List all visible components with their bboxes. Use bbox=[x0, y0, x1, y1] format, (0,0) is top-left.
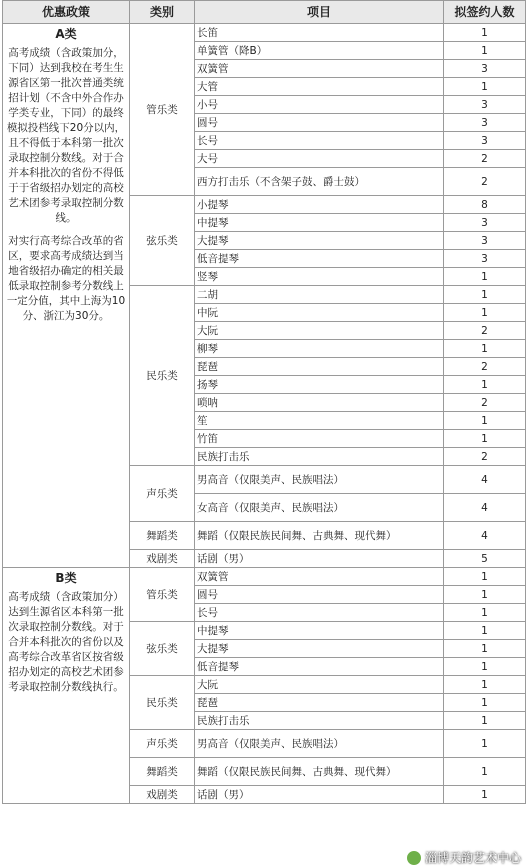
policy-title: B类 bbox=[55, 571, 77, 585]
header-policy: 优惠政策 bbox=[3, 1, 130, 24]
item-cell: 大阮 bbox=[195, 322, 444, 340]
item-cell: 小提琴 bbox=[195, 196, 444, 214]
policy-paragraph: 对实行高考综合改革的省区，要求高考成绩达到当地省级招办确定的相关最低录取控制参考分数线上一定分值，其中上海为10分、浙江为30分。 bbox=[6, 235, 126, 322]
item-cell: 女高音（仅限美声、民族唱法） bbox=[195, 494, 444, 522]
count-cell: 2 bbox=[444, 168, 526, 196]
item-cell: 低音提琴 bbox=[195, 250, 444, 268]
count-cell: 2 bbox=[444, 448, 526, 466]
item-cell: 竖琴 bbox=[195, 268, 444, 286]
item-cell: 单簧管（降B） bbox=[195, 42, 444, 60]
count-cell: 1 bbox=[444, 694, 526, 712]
item-cell: 琵琶 bbox=[195, 694, 444, 712]
category-cell: 声乐类 bbox=[130, 466, 195, 522]
count-cell: 2 bbox=[444, 322, 526, 340]
item-cell: 舞蹈（仅限民族民间舞、古典舞、现代舞） bbox=[195, 522, 444, 550]
count-cell: 1 bbox=[444, 304, 526, 322]
category-cell: 弦乐类 bbox=[130, 622, 195, 676]
item-cell: 大阮 bbox=[195, 676, 444, 694]
category-cell: 戏剧类 bbox=[130, 550, 195, 568]
count-cell: 1 bbox=[444, 412, 526, 430]
count-cell: 1 bbox=[444, 586, 526, 604]
count-cell: 1 bbox=[444, 786, 526, 804]
count-cell: 1 bbox=[444, 42, 526, 60]
category-cell: 弦乐类 bbox=[130, 196, 195, 286]
item-cell: 圆号 bbox=[195, 114, 444, 132]
count-cell: 1 bbox=[444, 568, 526, 586]
table-body bbox=[3, 24, 526, 804]
policy-description bbox=[6, 46, 126, 324]
count-cell: 4 bbox=[444, 494, 526, 522]
item-cell: 圆号 bbox=[195, 586, 444, 604]
category-cell: 管乐类 bbox=[130, 568, 195, 622]
category-cell: 戏剧类 bbox=[130, 786, 195, 804]
item-cell: 大管 bbox=[195, 78, 444, 96]
item-cell: 唢呐 bbox=[195, 394, 444, 412]
policy-paragraph: 高考成绩（含政策加分，下同）达到我校在考生生源省区第一批次普通类统招计划（不含中外合作办学类专业，下同）的最终模拟投档线下20分以内，且不得低于本科第一批次录取控制分数线。对于合并本科批次的省份不得低于于省级招办划定的高校艺术团参考录取控制分数线。 bbox=[6, 47, 126, 224]
count-cell: 1 bbox=[444, 268, 526, 286]
item-cell: 双簧管 bbox=[195, 568, 444, 586]
count-cell: 3 bbox=[444, 214, 526, 232]
count-cell: 1 bbox=[444, 286, 526, 304]
category-cell: 民乐类 bbox=[130, 286, 195, 466]
item-cell: 中阮 bbox=[195, 304, 444, 322]
category-cell: 民乐类 bbox=[130, 676, 195, 730]
count-cell: 4 bbox=[444, 466, 526, 494]
item-cell: 男高音（仅限美声、民族唱法） bbox=[195, 466, 444, 494]
item-cell: 笙 bbox=[195, 412, 444, 430]
count-cell: 5 bbox=[444, 550, 526, 568]
policy-cell bbox=[3, 568, 130, 804]
item-cell: 竹笛 bbox=[195, 430, 444, 448]
item-cell: 扬琴 bbox=[195, 376, 444, 394]
count-cell: 3 bbox=[444, 114, 526, 132]
watermark bbox=[406, 849, 521, 866]
item-cell: 话剧（男） bbox=[195, 786, 444, 804]
policy-description bbox=[6, 590, 126, 695]
item-cell: 长号 bbox=[195, 604, 444, 622]
count-cell: 1 bbox=[444, 758, 526, 786]
item-cell: 话剧（男） bbox=[195, 550, 444, 568]
item-cell: 长号 bbox=[195, 132, 444, 150]
item-cell: 民族打击乐 bbox=[195, 448, 444, 466]
item-cell: 长笛 bbox=[195, 24, 444, 42]
count-cell: 1 bbox=[444, 78, 526, 96]
category-cell: 舞蹈类 bbox=[130, 522, 195, 550]
count-cell: 3 bbox=[444, 132, 526, 150]
table-row bbox=[3, 568, 526, 586]
wechat-icon bbox=[406, 850, 422, 866]
count-cell: 2 bbox=[444, 358, 526, 376]
count-cell: 1 bbox=[444, 340, 526, 358]
policy-title: A类 bbox=[55, 27, 77, 41]
count-cell: 1 bbox=[444, 604, 526, 622]
count-cell: 1 bbox=[444, 376, 526, 394]
count-cell: 1 bbox=[444, 676, 526, 694]
count-cell: 2 bbox=[444, 150, 526, 168]
watermark-text: 淄博天韵艺术中心 bbox=[424, 851, 521, 865]
header-item: 项目 bbox=[195, 1, 444, 24]
header-count: 拟签约人数 bbox=[444, 1, 526, 24]
count-cell: 3 bbox=[444, 232, 526, 250]
policy-cell bbox=[3, 24, 130, 568]
item-cell: 大提琴 bbox=[195, 232, 444, 250]
category-cell: 管乐类 bbox=[130, 24, 195, 196]
item-cell: 民族打击乐 bbox=[195, 712, 444, 730]
count-cell: 8 bbox=[444, 196, 526, 214]
item-cell: 男高音（仅限美声、民族唱法） bbox=[195, 730, 444, 758]
item-cell: 中提琴 bbox=[195, 622, 444, 640]
header-row bbox=[3, 1, 526, 24]
count-cell: 1 bbox=[444, 622, 526, 640]
category-cell: 舞蹈类 bbox=[130, 758, 195, 786]
count-cell: 1 bbox=[444, 640, 526, 658]
category-cell: 声乐类 bbox=[130, 730, 195, 758]
item-cell: 大号 bbox=[195, 150, 444, 168]
item-cell: 柳琴 bbox=[195, 340, 444, 358]
item-cell: 低音提琴 bbox=[195, 658, 444, 676]
item-cell: 西方打击乐（不含架子鼓、爵士鼓） bbox=[195, 168, 444, 196]
count-cell: 4 bbox=[444, 522, 526, 550]
header-category: 类别 bbox=[130, 1, 195, 24]
count-cell: 1 bbox=[444, 24, 526, 42]
item-cell: 双簧管 bbox=[195, 60, 444, 78]
item-cell: 中提琴 bbox=[195, 214, 444, 232]
table-row bbox=[3, 24, 526, 42]
count-cell: 3 bbox=[444, 250, 526, 268]
count-cell: 3 bbox=[444, 96, 526, 114]
count-cell: 1 bbox=[444, 730, 526, 758]
count-cell: 1 bbox=[444, 430, 526, 448]
count-cell: 1 bbox=[444, 712, 526, 730]
item-cell: 大提琴 bbox=[195, 640, 444, 658]
count-cell: 1 bbox=[444, 658, 526, 676]
item-cell: 小号 bbox=[195, 96, 444, 114]
count-cell: 2 bbox=[444, 394, 526, 412]
item-cell: 琵琶 bbox=[195, 358, 444, 376]
count-cell: 3 bbox=[444, 60, 526, 78]
item-cell: 二胡 bbox=[195, 286, 444, 304]
policy-paragraph: 高考成绩（含政策加分）达到生源省区本科第一批次录取控制分数线。对于合并本科批次的省份以及高考综合改革省区按省级招办划定的高校艺术团参考录取控制分数线执行。 bbox=[8, 591, 124, 693]
item-cell: 舞蹈（仅限民族民间舞、古典舞、现代舞） bbox=[195, 758, 444, 786]
quota-table bbox=[2, 0, 526, 804]
